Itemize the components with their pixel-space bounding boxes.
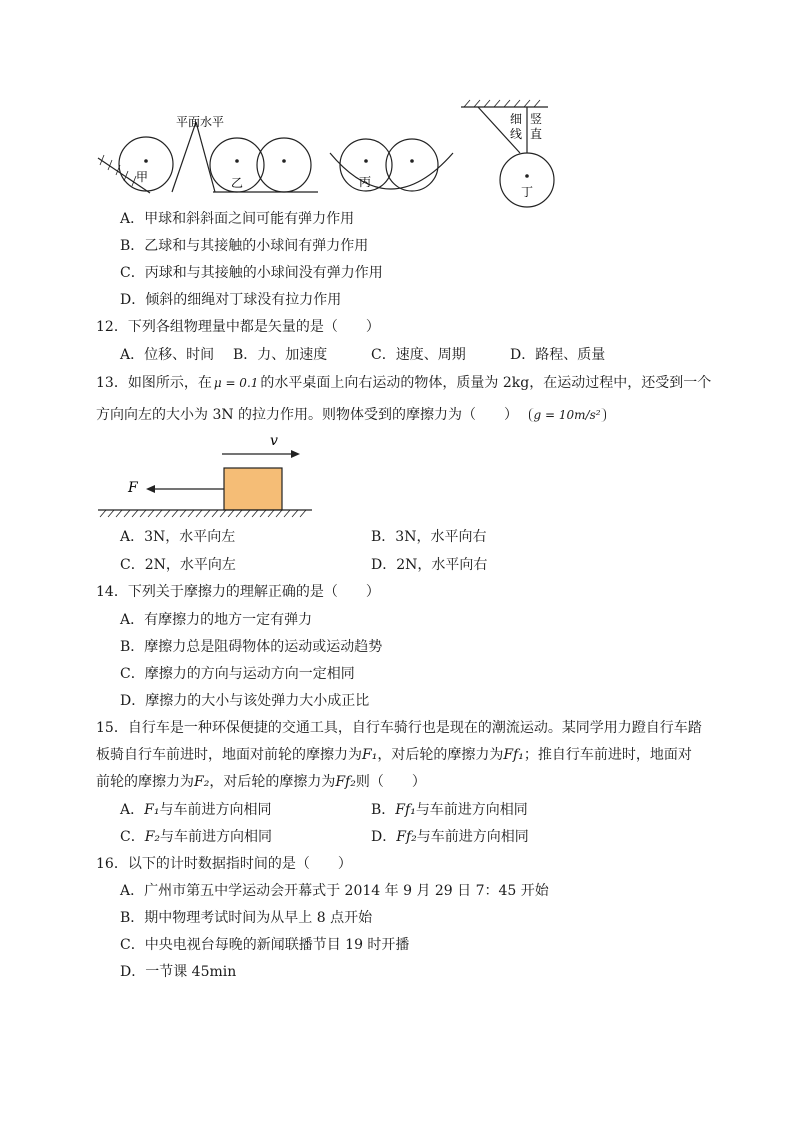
q15-stem-line1: 15．自行车是一种环保便捷的交通工具，自行车骑行也是现在的潮流运动。某同学用力蹬自行车踏: [96, 720, 702, 736]
q16-option-a: A．广州市第五中学运动会开幕式于 2014 年 9 月 29 日 7：45 开始: [120, 883, 549, 899]
q12-option-a: A．位移、时间: [120, 347, 215, 363]
q15-a-symbol: F₁: [144, 802, 160, 818]
q15-stem-text-f: 则（ ）: [355, 774, 426, 790]
q13-option-a: A．3N，水平向左: [120, 529, 236, 545]
q15-f2: F₂: [194, 774, 210, 790]
q15-option-a: [120, 800, 271, 820]
q15-stem-line2: [96, 745, 692, 765]
q15-stem-text-e: ，对后轮的摩擦力为: [209, 774, 336, 790]
q15-stem-text-d: 前轮的摩擦力为: [96, 774, 194, 790]
q13-stem-part3: 方向向左的大小为 3N 的拉力作用。则物体受到的摩擦力为（ ）: [96, 407, 519, 423]
q15-c-prefix: C．: [120, 829, 145, 845]
q12-option-b: B．力、加速度: [233, 347, 328, 363]
q15-b-text: 与车前进方向相同: [415, 802, 528, 818]
label-ball-a: 甲: [136, 170, 149, 184]
q15-d-text: 与车前进方向相同: [416, 829, 529, 845]
q16-option-c: C．中央电视台每晚的新闻联播节目 19 时开播: [120, 937, 410, 953]
block: [224, 468, 282, 510]
q14-stem: 14．下列关于摩擦力的理解正确的是（ ）: [96, 584, 380, 600]
q15-stem-text-a: 板骑自行车前进时，地面对前轮的摩擦力为: [96, 747, 362, 763]
q15-ff1: F𝑓₁: [503, 747, 524, 763]
q11-option-d: D．倾斜的细绳对丁球没有拉力作用: [120, 292, 342, 308]
q16-stem: 16．以下的计时数据指时间的是（ ）: [96, 856, 352, 872]
velocity-label: v: [270, 433, 278, 449]
q15-option-c: [120, 827, 272, 847]
label-ball-c: 丙: [359, 175, 372, 189]
q13-option-d: D．2N，水平向右: [371, 557, 488, 573]
q13-option-c: C．2N，水平向左: [120, 557, 236, 573]
label-ball-d: 丁: [521, 185, 534, 199]
q14-option-c: C．摩擦力的方向与运动方向一定相同: [120, 666, 355, 682]
label-line: 线: [510, 127, 523, 141]
q13-stem-line1: [96, 373, 711, 393]
q15-option-b: [371, 800, 528, 820]
q16-option-b: B．期中物理考试时间为从早上 8 点开始: [120, 910, 373, 926]
q15-stem-line3: [96, 772, 426, 792]
q12-stem: 12．下列各组物理量中都是矢量的是（ ）: [96, 319, 380, 335]
q13-stem-line2: [96, 405, 606, 425]
q13-option-b: B．3N，水平向右: [371, 529, 487, 545]
q15-d-symbol: F𝑓₂: [396, 829, 417, 845]
q15-c-text: 与车前进方向相同: [160, 829, 273, 845]
q12-option-c: C．速度、周期: [371, 347, 466, 363]
q15-stem-text-c: ；推自行车前进时，地面对: [523, 747, 692, 763]
q15-ff2: F𝑓₂: [335, 774, 356, 790]
q16-option-d: D．一节课 45min: [120, 964, 237, 980]
q11-option-c: C．丙球和与其接触的小球间没有弹力作用: [120, 265, 383, 281]
q13-stem-part1: 13．如图所示，在: [96, 375, 212, 391]
q11-option-a: A．甲球和斜斜面之间可能有弹力作用: [120, 211, 355, 227]
q15-a-prefix: A．: [120, 802, 145, 818]
q15-b-symbol: F𝑓₁: [395, 802, 416, 818]
q15-f1: F₁: [362, 747, 378, 763]
q13-mu: μ = 0.1: [213, 376, 259, 390]
q14-option-b: B．摩擦力总是阻碍物体的运动或运动趋势: [120, 639, 383, 655]
figure-q13: [0, 428, 794, 518]
q14-option-a: A．有摩擦力的地方一定有弹力: [120, 612, 313, 628]
q14-option-d: D．摩擦力的大小与该处弹力大小成正比: [120, 693, 370, 709]
label-ball-b: 乙: [231, 176, 244, 190]
q15-b-prefix: B．: [371, 802, 396, 818]
q11-option-b: B．乙球和与其接触的小球间有弹力作用: [120, 238, 369, 254]
q13-stem-part2: 的水平桌面上向右运动的物体，质量为 2kg，在运动过程中，还受到一个: [260, 375, 712, 391]
q12-option-d: D．路程、质量: [510, 347, 606, 363]
q15-option-d: [371, 827, 529, 847]
q13-g-value: g = 10m/s²: [529, 408, 606, 422]
q15-d-prefix: D．: [371, 829, 397, 845]
label-vert1: 竖: [530, 112, 543, 126]
label-vert2: 直: [530, 127, 543, 141]
q15-stem-text-b: ，对后轮的摩擦力为: [377, 747, 504, 763]
force-label: F: [128, 480, 138, 496]
q15-c-symbol: F₂: [144, 829, 161, 845]
q15-a-text: 与车前进方向相同: [159, 802, 272, 818]
label-thin: 细: [510, 112, 523, 126]
label-plane: 平面水平: [176, 115, 225, 129]
